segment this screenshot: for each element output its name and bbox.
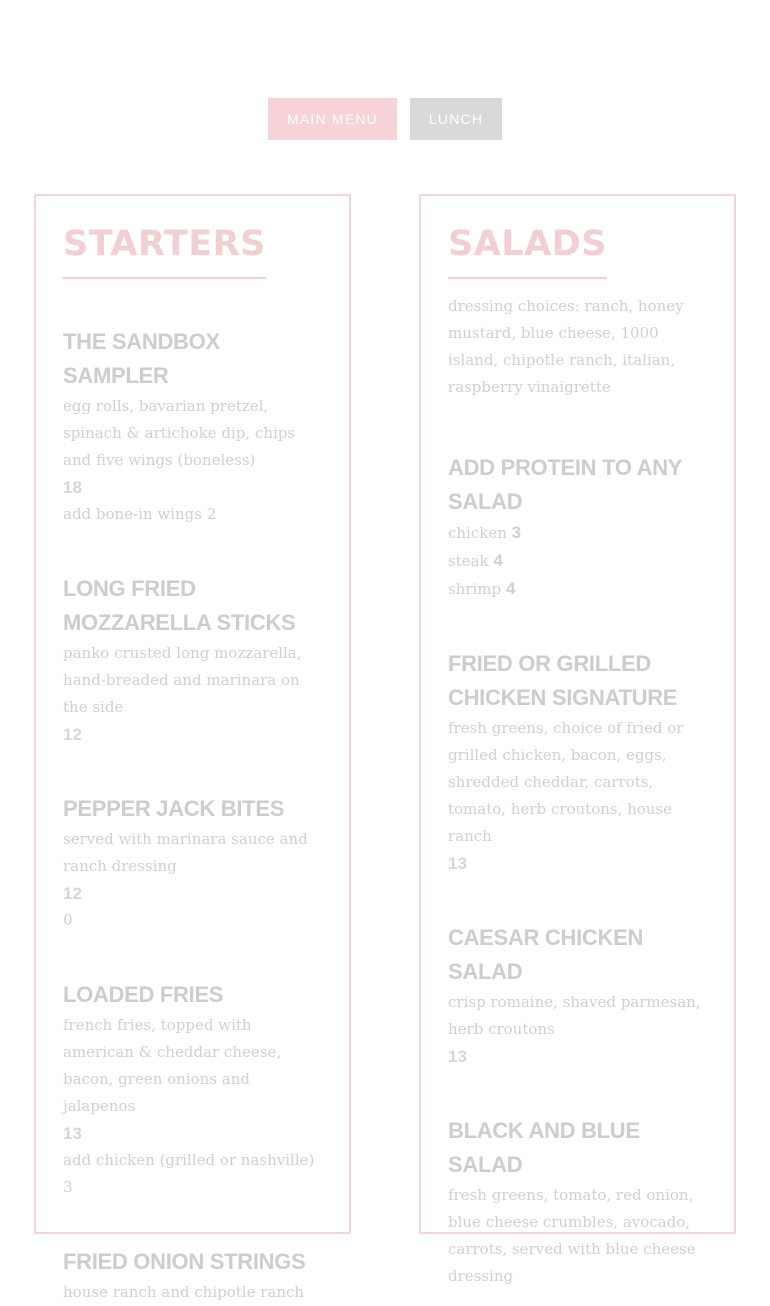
- item-price: 12: [63, 884, 82, 903]
- item-price: 18: [63, 478, 82, 497]
- salads-panel: [419, 194, 736, 1285]
- section-title-salads: SALADS: [448, 224, 607, 279]
- option-price: 3: [511, 523, 522, 542]
- item-addon: 0: [63, 911, 73, 929]
- menu-item: [448, 921, 707, 1070]
- item-description: panko crusted long mozzarella, hand-breaded and marinara on the side: [63, 644, 302, 716]
- tab-main-menu[interactable]: MAIN MENU: [268, 98, 397, 140]
- protein-option: [448, 519, 707, 547]
- menu-item: [448, 1114, 707, 1290]
- item-name: BLACK AND BLUE SALAD: [448, 1118, 640, 1177]
- menu-item: [63, 1245, 322, 1306]
- item-name: FRIED OR GRILLED CHICKEN SIGNATURE: [448, 651, 678, 710]
- section-title-starters: STARTERS: [63, 224, 266, 279]
- item-name: ADD PROTEIN TO ANY SALAD: [448, 455, 682, 514]
- item-price: 12: [63, 725, 82, 744]
- item-description: fresh greens, tomato, red onion, blue cheese crumbles, avocado, carrots, served with blue cheese dressing: [448, 1186, 696, 1285]
- item-name: PEPPER JACK BITES: [63, 796, 285, 821]
- starters-panel: [34, 194, 351, 1301]
- protein-option: [448, 547, 707, 575]
- option-label: steak: [448, 552, 489, 570]
- menu-tabs: [268, 98, 502, 140]
- option-label: chicken: [448, 524, 507, 542]
- item-description: crisp romaine, shaved parmesan, herb croutons: [448, 993, 701, 1038]
- item-description: served with marinara sauce and ranch dressing: [63, 830, 308, 875]
- menu-item: [63, 572, 322, 748]
- protein-option: [448, 575, 707, 603]
- item-name: CAESAR CHICKEN SALAD: [448, 925, 644, 984]
- item-description: fresh greens, choice of fried or grilled chicken, bacon, eggs, shredded cheddar, carrots, tomato, herb croutons, house ranch: [448, 719, 684, 845]
- menu-item: [63, 325, 322, 528]
- menu-item: [448, 451, 707, 603]
- item-description: french fries, topped with american & cheddar cheese, bacon, green onions and jalapenos: [63, 1016, 282, 1115]
- item-name: LOADED FRIES: [63, 982, 224, 1007]
- item-name: THE SANDBOX SAMPLER: [63, 329, 220, 388]
- tab-lunch[interactable]: LUNCH: [410, 98, 502, 140]
- option-price: 4: [505, 579, 516, 598]
- item-addon: add bone-in wings 2: [63, 505, 217, 523]
- item-price: 13: [448, 854, 467, 873]
- option-price: 4: [493, 551, 503, 570]
- menu-item: [448, 647, 707, 877]
- option-label: shrimp: [448, 580, 502, 598]
- item-price: 13: [448, 1047, 467, 1066]
- menu-item: [63, 792, 322, 934]
- dressing-choices-note: dressing choices: ranch, honey mustard, blue cheese, 1000 island, chipotle ranch, italian, raspberry vinaigrette: [448, 297, 684, 396]
- item-addon: add chicken (grilled or nashville) 3: [63, 1151, 315, 1196]
- menu-item: [63, 978, 322, 1201]
- item-price: 13: [63, 1124, 82, 1143]
- item-name: LONG FRIED MOZZARELLA STICKS: [63, 576, 296, 635]
- item-name: FRIED ONION STRINGS: [63, 1249, 306, 1274]
- item-description: house ranch and chipotle ranch: [63, 1283, 305, 1301]
- item-description: egg rolls, bavarian pretzel, spinach & artichoke dip, chips and five wings (boneless): [63, 397, 296, 469]
